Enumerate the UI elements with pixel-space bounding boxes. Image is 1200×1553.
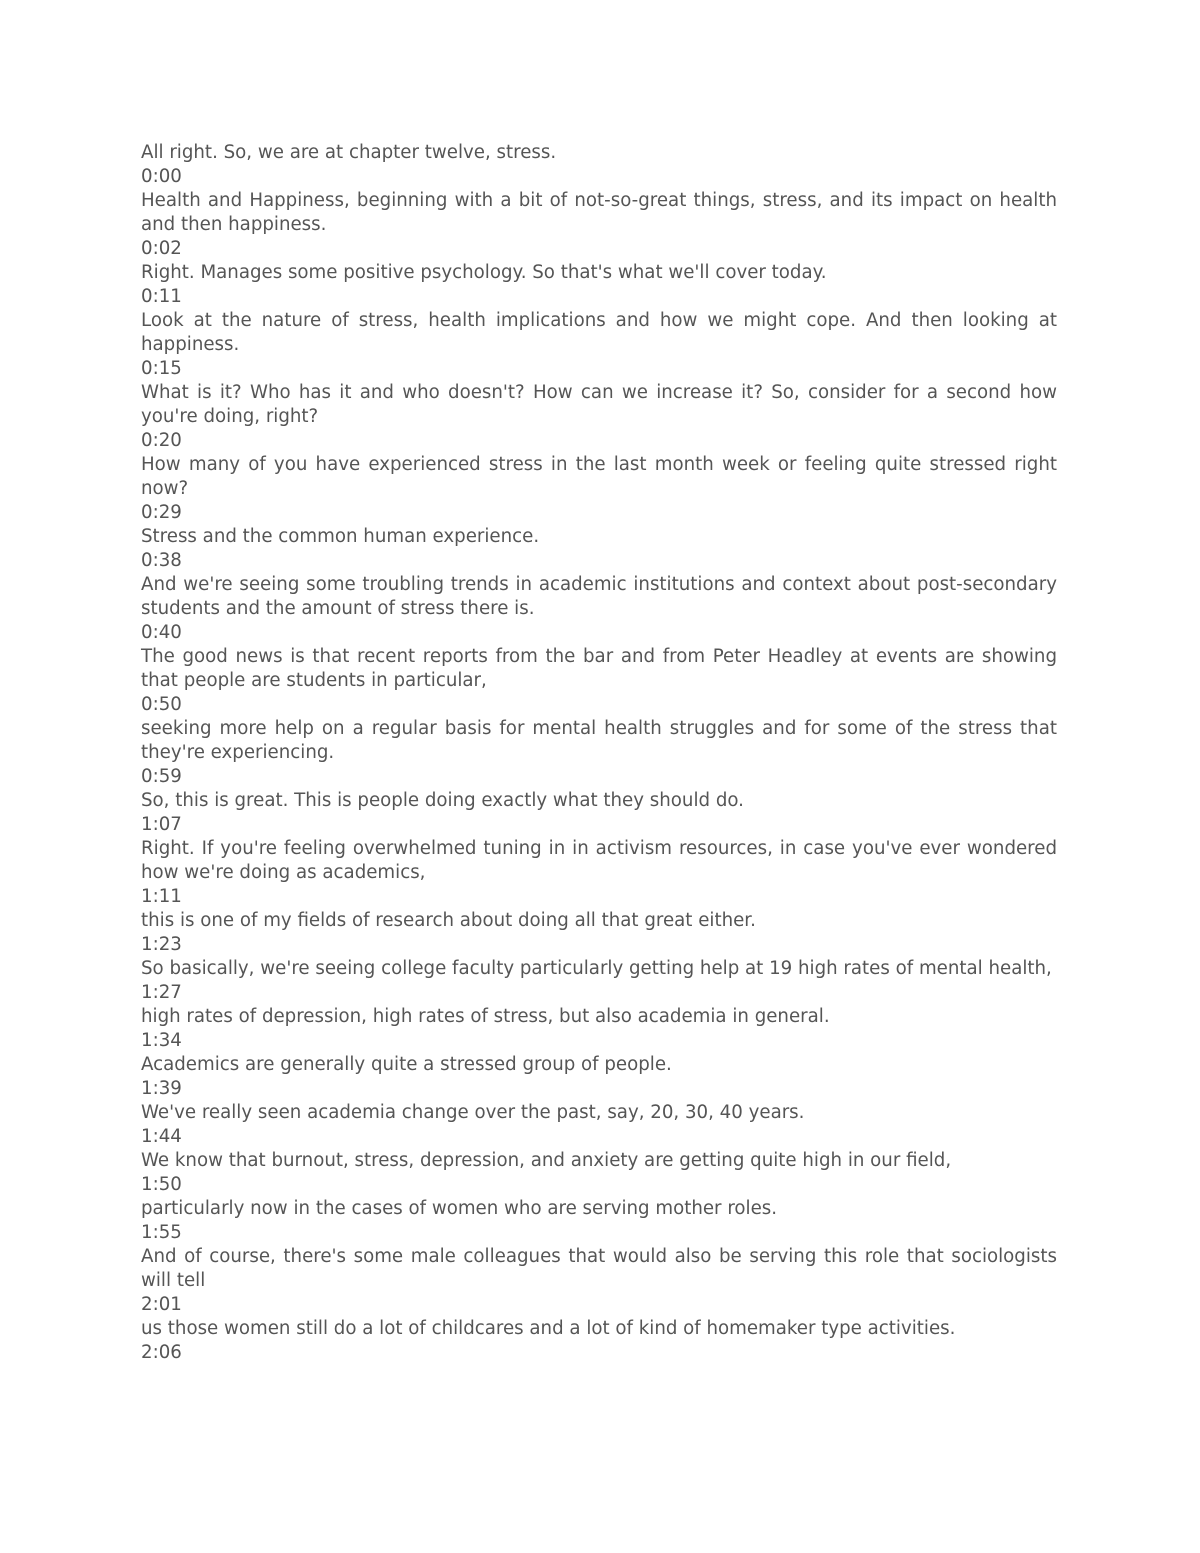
transcript-line: And we're seeing some troubling trends in academic institutions and context about post-secondary students and the amount of stress there is.: [141, 574, 1057, 619]
timestamp: 1:44: [141, 1126, 182, 1147]
transcript-line: And of course, there's some male colleagues that would also be serving this role that sociologists will tell: [141, 1246, 1057, 1291]
transcript-line: We've really seen academia change over the past, say, 20, 30, 40 years.: [141, 1102, 805, 1123]
timestamp: 0:00: [141, 166, 182, 187]
timestamp: 1:23: [141, 934, 182, 955]
transcript-line: seeking more help on a regular basis for mental health struggles and for some of the stress that they're experiencing.: [141, 718, 1057, 763]
timestamp: 1:07: [141, 814, 182, 835]
timestamp: 0:50: [141, 694, 182, 715]
transcript-line: Academics are generally quite a stressed group of people.: [141, 1054, 672, 1075]
timestamp: 0:20: [141, 430, 182, 451]
transcript-line: What is it? Who has it and who doesn't? How can we increase it? So, consider for a second how you're doing, right?: [141, 382, 1057, 427]
transcript-line: Right. Manages some positive psychology. So that's what we'll cover today.: [141, 262, 827, 283]
transcript-line: The good news is that recent reports from the bar and from Peter Headley at events are showing that people are students in particular,: [141, 646, 1057, 691]
timestamp: 1:34: [141, 1030, 182, 1051]
transcript-line: Stress and the common human experience.: [141, 526, 540, 547]
transcript-line: So, this is great. This is people doing exactly what they should do.: [141, 790, 744, 811]
transcript-line: this is one of my fields of research about doing all that great either.: [141, 910, 756, 931]
timestamp: 0:40: [141, 622, 182, 643]
transcript-line: us those women still do a lot of childcares and a lot of kind of homemaker type activities.: [141, 1318, 956, 1339]
transcript-line: particularly now in the cases of women who are serving mother roles.: [141, 1198, 778, 1219]
transcript-line: Look at the nature of stress, health implications and how we might cope. And then looking at happiness.: [141, 310, 1057, 355]
timestamp: 1:39: [141, 1078, 182, 1099]
transcript-page: [141, 141, 1057, 1365]
transcript-line: high rates of depression, high rates of stress, but also academia in general.: [141, 1006, 830, 1027]
transcript-line: Right. If you're feeling overwhelmed tuning in in activism resources, in case you've ever wondered how we're doing as academics,: [141, 838, 1057, 883]
timestamp: 0:38: [141, 550, 182, 571]
timestamp: 2:06: [141, 1342, 182, 1363]
timestamp: 1:55: [141, 1222, 182, 1243]
timestamp: 0:59: [141, 766, 182, 787]
transcript-line: So basically, we're seeing college faculty particularly getting help at 19 high rates of mental health,: [141, 958, 1052, 979]
transcript-line: We know that burnout, stress, depression, and anxiety are getting quite high in our field,: [141, 1150, 952, 1171]
timestamp: 0:15: [141, 358, 182, 379]
transcript-line: Health and Happiness, beginning with a bit of not-so-great things, stress, and its impact on health and then happiness.: [141, 190, 1057, 235]
timestamp: 1:50: [141, 1174, 182, 1195]
timestamp: 2:01: [141, 1294, 182, 1315]
transcript-line: How many of you have experienced stress in the last month week or feeling quite stressed right now?: [141, 454, 1057, 499]
timestamp: 0:29: [141, 502, 182, 523]
timestamp: 1:11: [141, 886, 182, 907]
timestamp: 0:02: [141, 238, 182, 259]
timestamp: 0:11: [141, 286, 182, 307]
transcript-line: All right. So, we are at chapter twelve, stress.: [141, 142, 557, 163]
timestamp: 1:27: [141, 982, 182, 1003]
